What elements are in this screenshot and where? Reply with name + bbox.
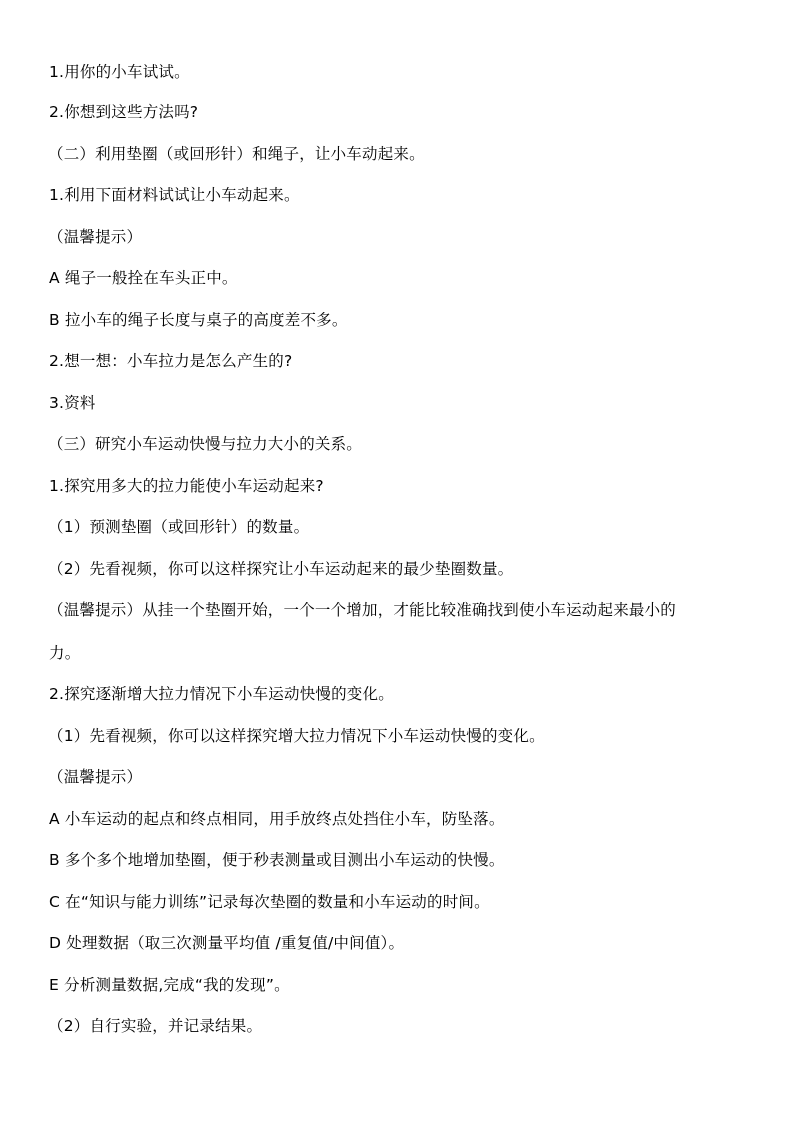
section-heading: （三）研究小车运动快慢与拉力大小的关系。 bbox=[48, 435, 363, 453]
text-line: 3.资料 bbox=[49, 394, 96, 412]
text-line: （温馨提示）从挂一个垫圈开始，一个一个增加，才能比较准确找到使小车运动起来最小的 bbox=[48, 601, 677, 619]
text-line: C 在“知识与能力训练”记录每次垫圈的数量和小车运动的时间。 bbox=[49, 893, 490, 911]
text-line: 力。 bbox=[49, 644, 81, 662]
text-line: 2.你想到这些方法吗? bbox=[49, 103, 199, 121]
text-line: E 分析测量数据,完成“我的发现”。 bbox=[49, 976, 290, 994]
text-line: B 多个多个地增加垫圈，便于秒表测量或目测出小车运动的快慢。 bbox=[49, 851, 505, 869]
text-line: （2）先看视频，你可以这样探究让小车运动起来的最少垫圈数量。 bbox=[48, 560, 514, 578]
text-line: （1）先看视频，你可以这样探究增大拉力情况下小车运动快慢的变化。 bbox=[48, 727, 545, 745]
text-line: （1）预测垫圈（或回形针）的数量。 bbox=[48, 518, 310, 536]
text-line: B 拉小车的绳子长度与桌子的高度差不多。 bbox=[49, 311, 348, 329]
text-line: （2）自行实验，并记录结果。 bbox=[48, 1017, 263, 1035]
section-heading: （二）利用垫圈（或回形针）和绳子，让小车动起来。 bbox=[48, 145, 425, 163]
text-line: 2.探究逐渐增大拉力情况下小车运动快慢的变化。 bbox=[49, 685, 394, 703]
text-line: 1.探究用多大的拉力能使小车运动起来? bbox=[49, 477, 324, 495]
text-line: 1.利用下面材料试试让小车动起来。 bbox=[49, 186, 300, 204]
text-line: A 绳子一般拴在车头正中。 bbox=[49, 269, 238, 287]
text-line: 1.用你的小车试试。 bbox=[49, 63, 190, 81]
tip-label: （温馨提示） bbox=[48, 228, 143, 246]
text-line: D 处理数据（取三次测量平均值 /重复值/中间值）。 bbox=[49, 934, 405, 952]
text-line: 2.想一想：小车拉力是怎么产生的? bbox=[49, 352, 293, 370]
text-line: A 小车运动的起点和终点相同，用手放终点处挡住小车，防坠落。 bbox=[49, 810, 505, 828]
tip-label: （温馨提示） bbox=[48, 768, 143, 786]
